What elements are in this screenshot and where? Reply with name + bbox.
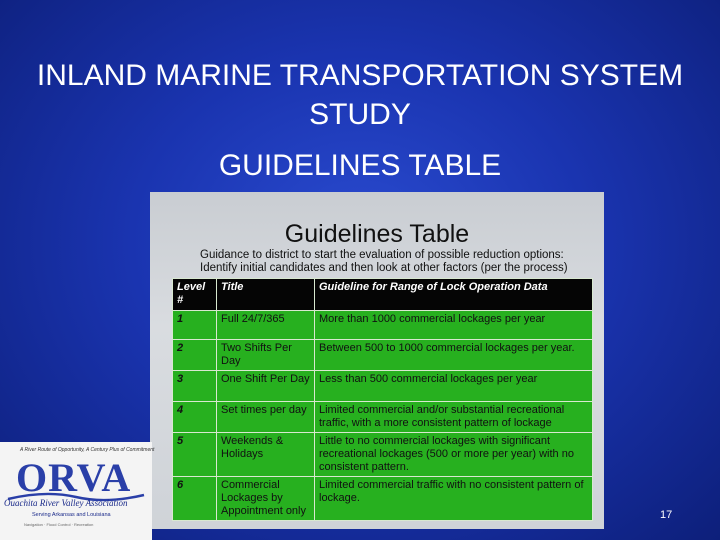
table-row	[173, 311, 593, 340]
slide-title	[0, 56, 720, 185]
page-number: 17	[660, 509, 673, 521]
cell-title: Two Shifts Per Day	[217, 340, 315, 371]
cell-level: 5	[173, 433, 217, 477]
slide-title-line-2: STUDY	[309, 98, 411, 131]
cell-guideline: Limited commercial traffic with no consistent pattern of lockage.	[315, 477, 593, 521]
table-row	[173, 433, 593, 477]
logo-fine-print: Navigation · Flood Control · Recreation	[24, 522, 94, 527]
slide-title-line-3: GUIDELINES TABLE	[218, 149, 502, 182]
slide-title-line-1: INLAND MARINE TRANSPORTATION SYSTEM	[36, 59, 684, 92]
cell-level: 4	[173, 402, 217, 433]
guidelines-table	[172, 278, 593, 521]
header-guideline: Guideline for Range of Lock Operation Data	[315, 279, 593, 311]
cell-guideline: Less than 500 commercial lockages per year	[315, 371, 593, 402]
cell-guideline: Limited commercial and/or substantial recreational traffic, with a more consistent pattern of lockage	[315, 402, 593, 433]
cell-level: 2	[173, 340, 217, 371]
cell-guideline: Little to no commercial lockages with significant recreational lockages (500 or more per year) with no consistent pattern.	[315, 433, 593, 477]
figure-subtitle-line-1: Guidance to district to start the evaluation of possible reduction options:	[200, 249, 564, 261]
guidelines-table-figure	[150, 192, 604, 529]
logo-wordmark: ORVA	[16, 455, 132, 500]
figure-subtitle	[200, 249, 600, 275]
table-row	[173, 477, 593, 521]
cell-level: 1	[173, 311, 217, 340]
cell-guideline: Between 500 to 1000 commercial lockages per year.	[315, 340, 593, 371]
header-level: Level #	[173, 279, 217, 311]
table-row	[173, 371, 593, 402]
cell-title: Full 24/7/365	[217, 311, 315, 340]
orva-logo	[0, 442, 155, 540]
logo-serving-text: Serving Arkansas and Louisiana	[32, 512, 111, 518]
header-title: Title	[217, 279, 315, 311]
table-row	[173, 340, 593, 371]
cell-title: Set times per day	[217, 402, 315, 433]
figure-title: Guidelines Table	[284, 220, 470, 248]
logo-tagline: A River Route of Opportunity, A Century Plus of Commitment	[20, 447, 155, 453]
cell-level: 6	[173, 477, 217, 521]
cell-title: Weekends & Holidays	[217, 433, 315, 477]
cell-level: 3	[173, 371, 217, 402]
cell-title: Commercial Lockages by Appointment only	[217, 477, 315, 521]
cell-title: One Shift Per Day	[217, 371, 315, 402]
figure-subtitle-line-2: Identify initial candidates and then look at other factors (per the process)	[200, 262, 568, 274]
table-row	[173, 402, 593, 433]
cell-guideline: More than 1000 commercial lockages per year	[315, 311, 593, 340]
logo-organization-name: Ouachita River Valley Association	[4, 498, 128, 508]
table-header-row	[173, 279, 593, 311]
